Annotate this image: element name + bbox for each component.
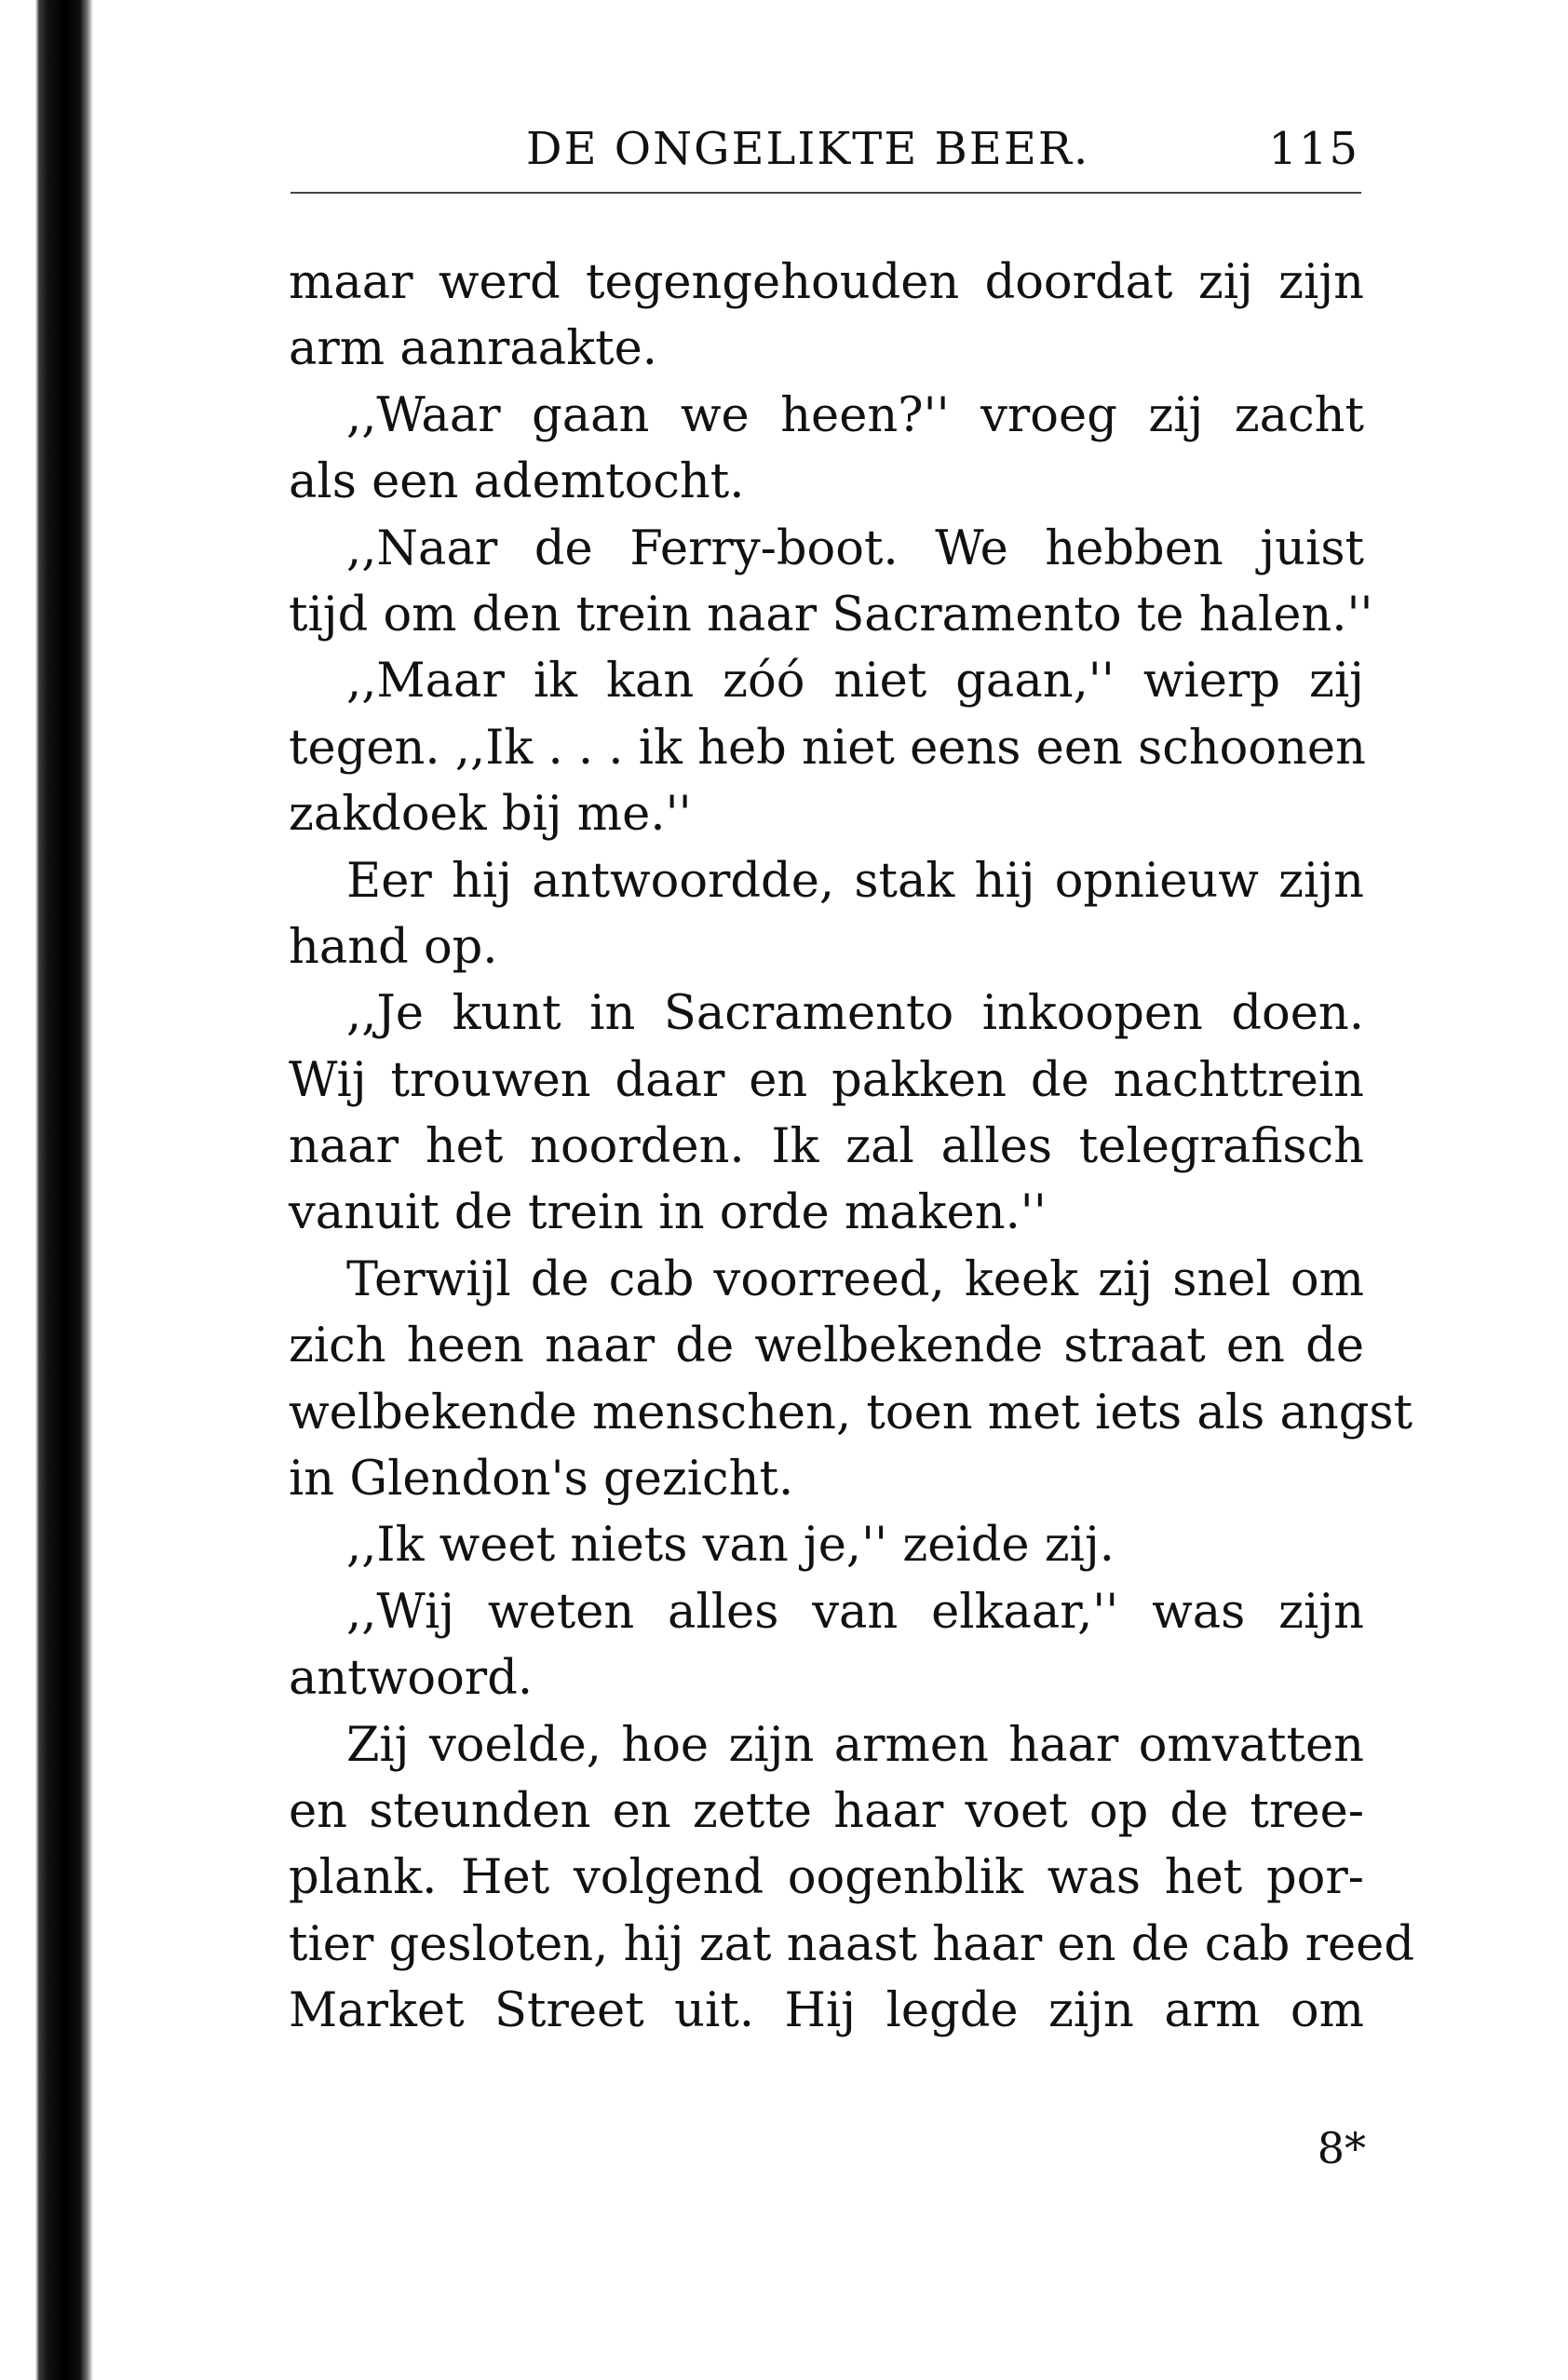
page-number: 115 [1268,123,1359,175]
text-line: Eer hij antwoordde, stak hij opnieuw zijn [346,853,1364,909]
text-line: Market Street uit. Hij legde zijn arm om [289,1983,1364,2039]
running-head-title: DE ONGELIKTE BEER. [526,123,1090,175]
text-line: maar werd tegengehouden doordat zij zijn [289,255,1364,310]
text-line: vanuit de trein in orde maken.'' [289,1185,1047,1241]
text-line: welbekende menschen, toen met iets als angst [289,1385,1413,1440]
body-text [289,250,1414,2045]
text-line: in Glendon's gezicht. [289,1452,794,1508]
text-line: ,,Wij weten alles van elkaar,'' was zijn [346,1584,1364,1640]
text-line: arm aanraakte. [289,321,657,377]
text-line: en steunden en zette haar voet op de tree- [289,1783,1364,1839]
text-line: hand op. [289,919,498,975]
text-line: naar het noorden. Ik zal alles telegrafisch [289,1119,1364,1175]
text-line: ,,Waar gaan we heen?'' vroeg zij zacht [346,387,1364,443]
text-line: zakdoek bij me.'' [289,787,692,843]
header-rule [291,192,1361,194]
text-line: ,,Ik weet niets van je,'' zeide zij. [346,1518,1115,1574]
text-line: als een ademtocht. [289,454,745,510]
text-line: tegen. ,,Ik . . . ik heb niet eens een schoonen [289,720,1366,776]
signature-mark: 8* [1317,2123,1366,2173]
running-head [289,123,1359,188]
text-line: ,,Naar de Ferry-boot. We hebben juist [346,521,1364,576]
text-line: plank. Het volgend oogenblik was het por- [289,1850,1364,1906]
text-line: tijd om den trein naar Sacramento te halen.'' [289,587,1373,642]
book-spine-edge [0,0,93,2380]
text-line: Zij voelde, hoe zijn armen haar omvatten [346,1717,1364,1773]
text-line: antwoord. [289,1651,534,1707]
text-line: Terwijl de cab voorreed, keek zij snel om [346,1251,1364,1307]
text-line: Wij trouwen daar en pakken de nachttrein [289,1052,1364,1108]
text-line: ,,Maar ik kan zóó niet gaan,'' wierp zij [346,654,1364,710]
text-line: zich heen naar de welbekende straat en de [289,1318,1364,1374]
text-line: tier gesloten, hij zat naast haar en de cab reed [289,1916,1414,1972]
text-line: ,,Je kunt in Sacramento inkoopen doen. [346,986,1364,1042]
